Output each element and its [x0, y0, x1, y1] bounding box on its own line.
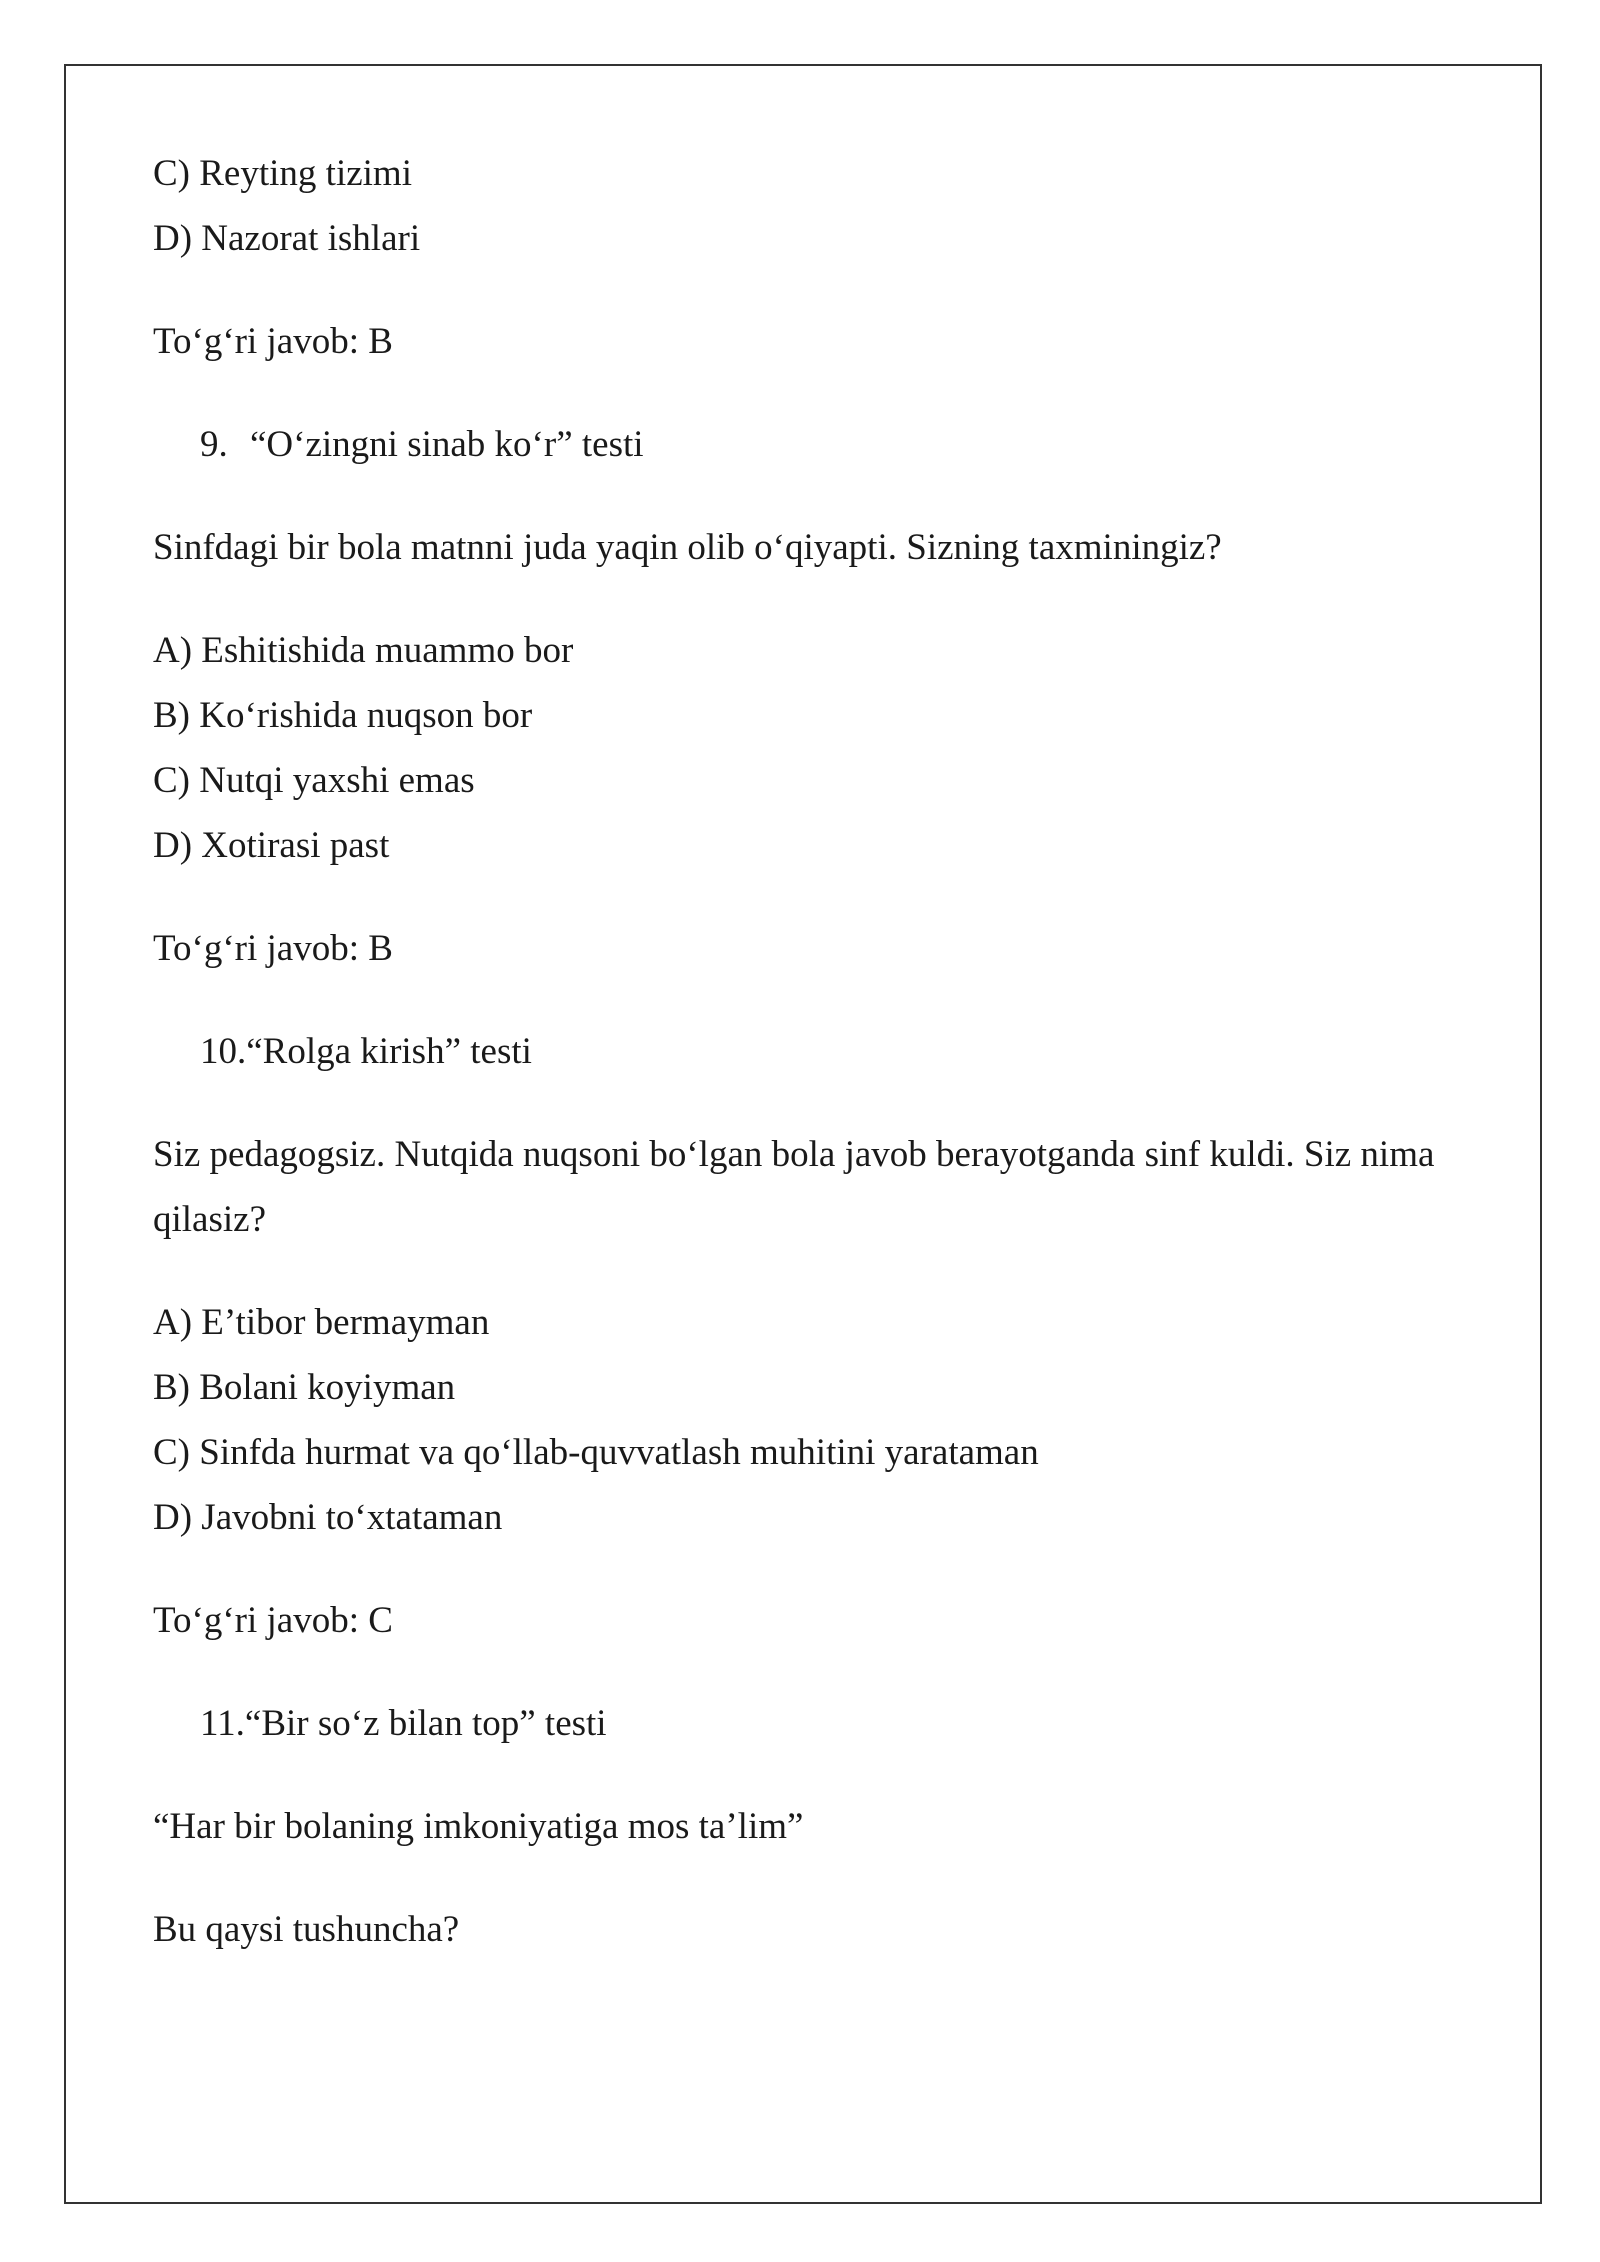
q10-title: “Rolga kirish” testi	[246, 1031, 532, 1072]
q10-option-b: B) Bolani koyiyman	[153, 1367, 456, 1408]
q9-answer: To‘g‘ri javob: B	[153, 928, 393, 969]
q8-option-c: C) Reyting tizimi	[153, 153, 412, 194]
q8-answer: To‘g‘ri javob: B	[153, 321, 393, 362]
q9-option-b: B) Ko‘rishida nuqson bor	[153, 695, 533, 736]
q11-number: 11.	[200, 1703, 245, 1744]
q9-option-c: C) Nutqi yaxshi emas	[153, 760, 475, 801]
q8-option-d: D) Nazorat ishlari	[153, 218, 421, 259]
q10-option-d: D) Javobni to‘xtataman	[153, 1497, 503, 1538]
q9-heading	[200, 423, 644, 467]
q10-number: 10.	[200, 1031, 247, 1072]
q11-title: “Bir so‘z bilan top” testi	[244, 1703, 607, 1744]
q10-heading	[200, 1030, 532, 1074]
q9-option-a: A) Eshitishida muammo bor	[153, 630, 574, 671]
q11-heading	[200, 1702, 607, 1746]
q10-option-a: A) E’tibor bermayman	[153, 1302, 490, 1343]
q10-option-c: C) Sinfda hurmat va qo‘llab-quvvatlash muhitini yarataman	[153, 1432, 1039, 1473]
q10-question-line1: Siz pedagogsiz. Nutqida nuqsoni bo‘lgan bola javob berayotganda sinf kuldi. Siz nima	[153, 1134, 1435, 1175]
q9-title: “O‘zingni sinab ko‘r” testi	[250, 424, 644, 465]
q9-number: 9.	[200, 424, 228, 465]
q10-question-line2: qilasiz?	[153, 1199, 267, 1240]
q11-quote: “Har bir bolaning imkoniyatiga mos ta’lim”	[153, 1806, 804, 1847]
q9-option-d: D) Xotirasi past	[153, 825, 390, 866]
q11-question: Bu qaysi tushuncha?	[153, 1909, 460, 1950]
q9-question: Sinfdagi bir bola matnni juda yaqin olib o‘qiyapti. Sizning taxminingiz?	[153, 527, 1222, 568]
q10-answer: To‘g‘ri javob: C	[153, 1600, 393, 1641]
